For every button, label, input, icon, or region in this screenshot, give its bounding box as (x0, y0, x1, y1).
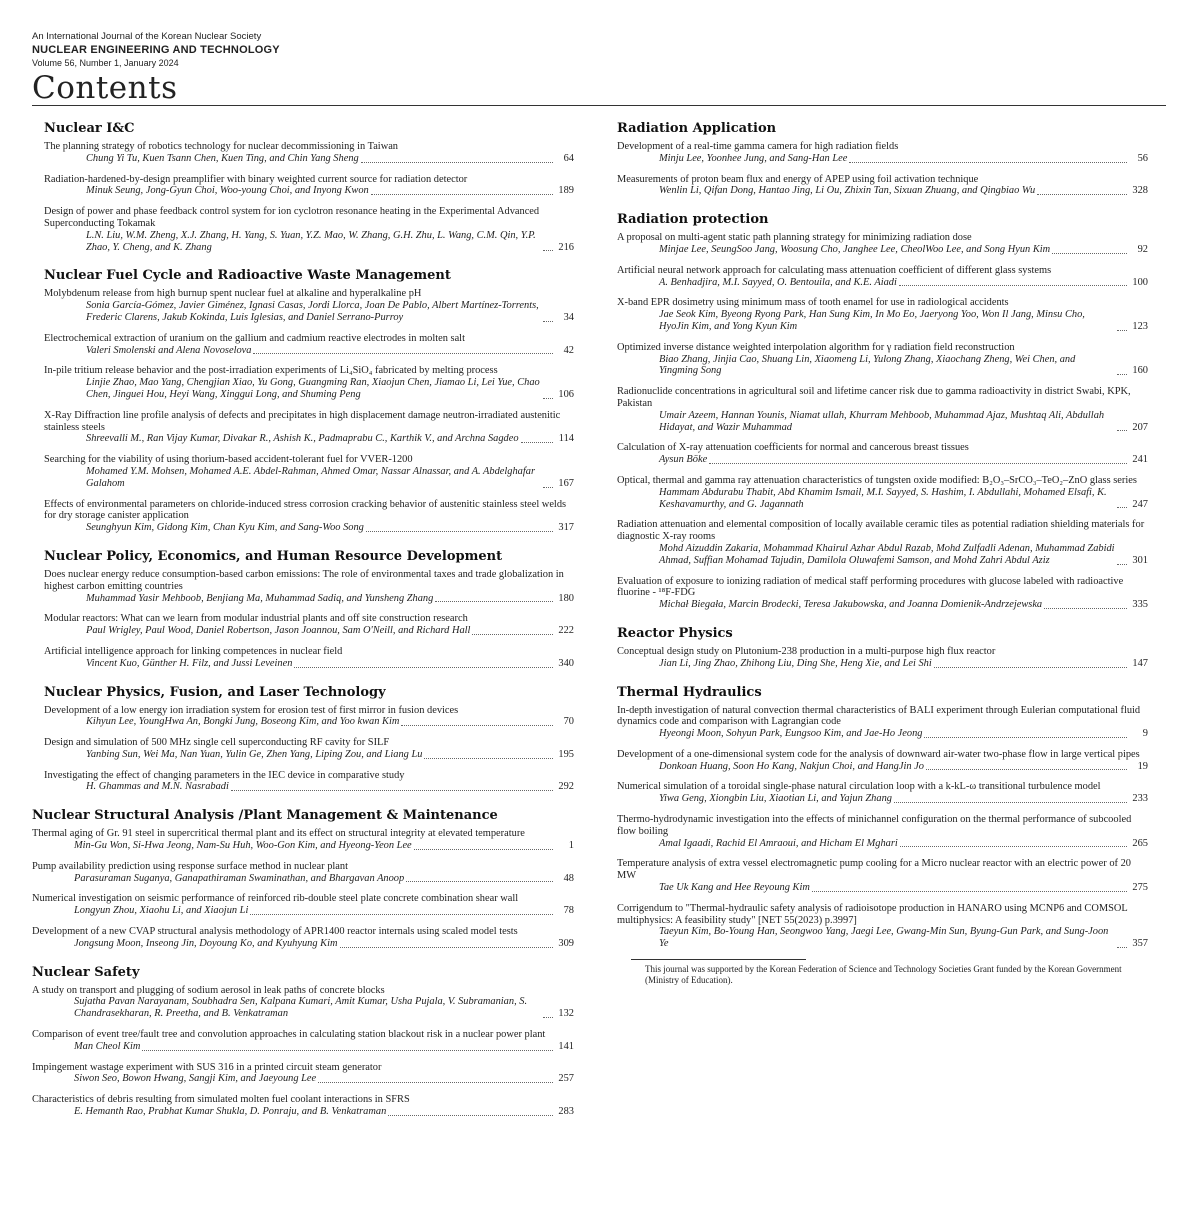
page-number[interactable]: 328 (1132, 185, 1148, 197)
article-byline (32, 996, 574, 1020)
toc-entry[interactable] (44, 737, 574, 761)
toc-entry[interactable] (617, 174, 1148, 198)
dot-leader (406, 881, 553, 882)
toc-section (44, 548, 574, 670)
dot-leader (543, 321, 553, 322)
toc-entry[interactable] (32, 1029, 574, 1053)
article-authors: Valeri Smolenski and Alena Novoselova (86, 344, 252, 356)
toc-entry[interactable] (44, 410, 574, 445)
section-heading: Reactor Physics (617, 625, 733, 641)
article-authors: Donkoan Huang, Soon Ho Kang, Nakjun Choi, and HangJin Jo (659, 760, 924, 772)
article-title[interactable]: X-band EPR dosimetry using minimum mass of tooth enamel for use in radiological accidents (617, 297, 1009, 309)
page-number[interactable]: 247 (1132, 498, 1148, 510)
left-column (32, 120, 574, 1132)
page-number[interactable]: 301 (1132, 554, 1148, 566)
article-byline (617, 728, 1148, 740)
footnote: This journal was supported by the Korean Federation of Science and Technology Societies Grant funded by the Korean Government (Ministry of Education). (617, 964, 1148, 985)
dot-leader (340, 947, 554, 948)
article-byline (44, 185, 574, 197)
toc-entry[interactable] (617, 576, 1148, 611)
article-authors: Shreevalli M., Ran Vijay Kumar, Divakar R., Ashish K., Padmaprabu C., Karthik V., and Archna Sagdeo (86, 433, 519, 445)
article-authors: Man Cheol Kim (74, 1040, 141, 1052)
article-title[interactable]: Investigating the effect of changing parameters in the IEC device in comparative study (44, 769, 405, 781)
page-number[interactable]: 283 (558, 1106, 574, 1118)
toc-entry[interactable] (32, 828, 574, 852)
article-byline (44, 230, 574, 254)
dot-leader (1052, 253, 1127, 254)
article-title[interactable]: Effects of environmental parameters on chloride-induced stress corrosion cracking behavior of austenitic stainless steel welds for dry storage canister application (44, 498, 567, 522)
toc-entry[interactable] (44, 333, 574, 357)
article-byline (44, 300, 574, 324)
page-number[interactable]: 114 (558, 433, 574, 445)
article-authors: Yanbing Sun, Wei Ma, Nan Yuan, Yulin Ge, Zhen Yang, Liping Zou, and Liang Lu (86, 748, 423, 760)
article-authors: Minjae Lee, SeungSoo Jang, Woosung Cho, Janghee Lee, CheolWoo Lee, and Song Hyun Kim (659, 243, 1051, 255)
dot-leader (543, 487, 553, 488)
article-title[interactable]: A study on transport and plugging of sodium aerosol in leak paths of concrete blocks (32, 984, 385, 996)
article-authors: Chung Yi Tu, Kuen Tsann Chen, Kuen Ting, and Chin Yang Sheng (86, 152, 359, 164)
article-byline (32, 840, 574, 852)
article-authors: Sonia García-Gómez, Javier Giménez, Ignasi Casas, Jordi Llorca, Joan De Pablo, Albert Martínez-Torrents, Frederic Clarens, Jakub Kokinda, Luis Iglesias, and Daniel Serrano-Purroy (86, 300, 539, 323)
article-title[interactable]: In-depth investigation of natural convection thermal characteristics of BALI experiment through Eulerian computational fluid dynamics code and comparison with Lagrangian code (617, 704, 1141, 728)
article-authors: Yiwa Geng, Xiongbin Liu, Xiaotian Li, and Yajun Zhang (659, 793, 892, 805)
dot-leader (401, 725, 553, 726)
page-number[interactable]: 64 (563, 152, 574, 164)
article-title[interactable]: Calculation of X-ray attenuation coefficients for normal and cancerous breast tissues (617, 442, 969, 454)
dot-leader (142, 1050, 553, 1051)
page-number[interactable]: 335 (1132, 599, 1148, 611)
page-number[interactable]: 48 (563, 872, 574, 884)
article-byline (44, 781, 574, 793)
article-title[interactable]: Radiation-hardened-by-design preamplifier with binary weighted current source for radiation detector (44, 173, 468, 185)
article-authors: Mohd Aizuddin Zakaria, Mohammad Khairul Azhar Abdul Razab, Mohd Zulfadli Adenan, Muhammad Zabidi Ahmad, Suffian Mohamad Tajudin, Damilola Oluwafemi Samson, and Mohd Zahri Abdul Aziz (659, 542, 1115, 566)
page-number[interactable]: 357 (1132, 938, 1148, 950)
article-byline (617, 838, 1148, 850)
article-byline (32, 938, 574, 950)
page-number[interactable]: 340 (558, 657, 574, 669)
article-byline (44, 749, 574, 761)
page-number[interactable]: 292 (558, 781, 574, 793)
dot-leader (1037, 194, 1127, 195)
article-authors: Parasuraman Suganya, Ganapathiraman Swaminathan, and Bhargavan Anoop (74, 872, 405, 884)
dot-leader (1117, 507, 1127, 508)
article-byline (44, 345, 574, 357)
article-title[interactable]: Searching for the viability of using thorium-based accident-tolerant fuel for VVER-1200 (44, 454, 413, 466)
article-byline (617, 309, 1148, 333)
article-authors: Jian Li, Jing Zhao, Zhihong Liu, Ding She, Heng Xie, and Lei Shi (659, 657, 932, 669)
page-number[interactable]: 241 (1132, 454, 1148, 466)
dot-leader (543, 250, 553, 251)
toc-entry[interactable] (617, 442, 1148, 466)
toc-section (44, 120, 574, 253)
toc-entry[interactable] (44, 499, 574, 534)
article-title[interactable]: Characteristics of debris resulting from simulated molten fuel coolant interactions in SFRS (32, 1094, 410, 1106)
dot-leader (1117, 564, 1127, 565)
toc-entry[interactable] (617, 297, 1148, 332)
article-authors: H. Ghammas and M.N. Nasrabadi (86, 781, 229, 793)
dot-leader (1117, 430, 1127, 431)
dot-leader (899, 285, 1127, 286)
page-number[interactable]: 195 (558, 748, 574, 760)
page-number[interactable]: 123 (1132, 320, 1148, 332)
article-title[interactable]: Measurements of proton beam flux and energy of APEP using foil activation technique (617, 173, 979, 185)
page-number[interactable]: 167 (558, 477, 574, 489)
toc-entry[interactable] (32, 893, 574, 917)
article-title[interactable]: Optimized inverse distance weighted interpolation algorithm for γ radiation field reconstruction (617, 341, 1015, 353)
article-byline (617, 153, 1148, 165)
page-number[interactable]: 317 (558, 522, 574, 534)
dot-leader (543, 398, 553, 399)
article-title[interactable]: Thermal aging of Gr. 91 steel in supercritical thermal plant and its effect on structural integrity at elevated temperature (32, 828, 525, 840)
article-title[interactable]: Numerical simulation of a toroidal single-phase natural circulation loop with a k-kL-ω transitional turbulence model (617, 781, 1101, 793)
toc-section (44, 684, 574, 794)
article-authors: A. Benhadjira, M.I. Sayyed, O. Bentouila, and K.E. Aiadi (659, 276, 897, 288)
toc-entry[interactable] (44, 770, 574, 794)
dot-leader (521, 442, 553, 443)
page-number[interactable]: 78 (563, 905, 574, 917)
right-column (617, 120, 1148, 985)
dot-leader (1117, 947, 1127, 948)
article-authors: Minju Lee, Yoonhee Jung, and Sang-Han Lee (659, 152, 848, 164)
article-byline (44, 466, 574, 490)
page-number[interactable]: 92 (1137, 243, 1148, 255)
journal-name: NUCLEAR ENGINEERING AND TECHNOLOGY (32, 44, 280, 56)
article-byline (32, 1106, 574, 1118)
page-number[interactable]: 160 (1132, 365, 1148, 377)
page-number[interactable]: 222 (558, 625, 574, 637)
article-title[interactable]: Comparison of event tree/fault tree and convolution approaches in calculating station blackout risk in a nuclear power plant (32, 1029, 546, 1041)
article-byline (617, 244, 1148, 256)
article-byline (617, 543, 1148, 567)
toc-entry[interactable] (617, 781, 1148, 805)
toc-section (44, 267, 574, 534)
toc-section (32, 964, 574, 1118)
toc-entry[interactable] (617, 342, 1148, 377)
dot-leader (414, 849, 553, 850)
toc-section (617, 684, 1148, 951)
article-authors: Jongsung Moon, Inseong Jin, Doyoung Ko, and Kyuhyung Kim (74, 937, 338, 949)
article-byline (617, 761, 1148, 773)
article-title[interactable]: Development of a one-dimensional system code for the analysis of downward air-water two-phase flow in large vertical pipes (617, 748, 1140, 760)
article-byline (617, 487, 1148, 511)
article-authors: Vincent Kuo, Günther H. Filz, and Jussi Leveinen (86, 657, 293, 669)
article-title[interactable]: Evaluation of exposure to ionizing radiation of medical staff performing procedures with glucose labeled with radioactive fluorine - ¹⁸F-FDG (617, 575, 1124, 599)
article-title[interactable]: Modular reactors: What can we learn from modular industrial plants and off site construction research (44, 613, 468, 625)
section-heading: Nuclear Fuel Cycle and Radioactive Waste Management (44, 268, 451, 284)
dot-leader (894, 802, 1127, 803)
page-number[interactable]: 56 (1137, 152, 1148, 164)
dot-leader (366, 531, 553, 532)
section-heading: Nuclear Safety (32, 964, 140, 980)
toc-entry[interactable] (44, 206, 574, 253)
toc-entry[interactable] (44, 646, 574, 670)
article-byline (617, 658, 1148, 670)
article-title[interactable]: A proposal on multi-agent static path planning strategy for minimizing radiation dose (617, 232, 972, 244)
toc-entry[interactable] (617, 814, 1148, 849)
page-number[interactable]: 42 (563, 344, 574, 356)
toc-entry[interactable] (617, 475, 1148, 510)
right-sections (617, 120, 1148, 950)
article-authors: Mohamed Y.M. Mohsen, Mohamed A.E. Abdel-Rahman, Ahmed Omar, Nassar Alnassar, and A. Abdelghafar Galahom (86, 465, 536, 489)
dot-leader (849, 162, 1127, 163)
article-authors: Hyeongi Moon, Sohyun Park, Eungsoo Kim, and Jae-Ho Jeong (659, 728, 923, 740)
article-byline (617, 793, 1148, 805)
dot-leader (1117, 330, 1127, 331)
article-byline (44, 153, 574, 165)
page-number[interactable]: 19 (1137, 760, 1148, 772)
dot-leader (231, 790, 553, 791)
article-authors: Amal Igaadi, Rachid El Amraoui, and Hicham El Mghari (659, 837, 898, 849)
page-number[interactable]: 147 (1132, 657, 1148, 669)
article-authors: Hammam Abdurabu Thabit, Abd Khamim Ismail, M.I. Sayyed, S. Hashim, I. Abdullahi, Mohamed Elsafi, K. Keshavamurthy, and G. Jagannath (659, 486, 1107, 510)
article-authors: Minuk Seung, Jong-Gyun Choi, Woo-young Choi, and Inyong Kwon (86, 185, 369, 197)
dot-leader (543, 1017, 553, 1018)
article-byline (32, 1041, 574, 1053)
toc-entry[interactable] (44, 454, 574, 489)
article-title[interactable]: Impingement wastage experiment with SUS 316 in a printed circuit steam generator (32, 1061, 382, 1073)
page-title: Contents (32, 70, 178, 106)
article-byline (617, 926, 1148, 950)
section-heading: Nuclear Structural Analysis /Plant Management & Maintenance (32, 808, 498, 824)
article-authors: Biao Zhang, Jinjia Cao, Shuang Lin, Xiaomeng Li, Yulong Zhang, Xiaochang Zheng, Wei Chen, and Yingming Song (659, 353, 1076, 377)
page-number[interactable]: 34 (563, 311, 574, 323)
page-number[interactable]: 189 (558, 185, 574, 197)
page-number[interactable]: 309 (558, 937, 574, 949)
article-authors: Michał Biegała, Marcin Brodecki, Teresa Jakubowska, and Joanna Domienik-Andrzejewska (659, 599, 1043, 611)
dot-leader (371, 194, 553, 195)
header-rule (32, 105, 1166, 106)
article-authors: Jae Seok Kim, Byeong Ryong Park, Han Sung Kim, In Mo Eo, Jaeryong Yoo, Won Il Jang, Minsu Cho, HyoJin Kim, and Yong Kyun Kim (659, 309, 1085, 332)
masthead (32, 31, 280, 106)
article-title[interactable]: Radionuclide concentrations in agricultural soil and lifetime cancer risk due to gamma radioactivity in district Swabi, KPK, Pakistan (617, 386, 1131, 409)
section-heading: Radiation protection (617, 212, 769, 228)
toc-entry[interactable] (617, 265, 1148, 289)
toc-entry[interactable] (617, 903, 1148, 950)
toc-entry[interactable] (617, 705, 1148, 740)
article-title[interactable]: Design and simulation of 500 MHz single cell superconducting RF cavity for SILF (44, 737, 390, 749)
article-byline (44, 593, 574, 605)
article-byline (44, 658, 574, 670)
article-title[interactable]: Molybdenum release from high burnup spent nuclear fuel at alkaline and hyperalkaline pH (44, 288, 422, 300)
toc-section (617, 211, 1148, 611)
dot-leader (388, 1115, 553, 1116)
toc-entry[interactable] (617, 232, 1148, 256)
toc-entry[interactable] (44, 613, 574, 637)
toc-entry[interactable] (32, 926, 574, 950)
section-heading: Radiation Application (617, 121, 777, 136)
article-title[interactable]: Pump availability prediction using response surface method in nuclear plant (32, 860, 348, 872)
article-title[interactable]: Electrochemical extraction of uranium on the gallium and cadmium reactive electrodes in molten salt (44, 332, 465, 344)
article-byline (32, 1073, 574, 1085)
dot-leader (1117, 374, 1127, 375)
article-title[interactable]: Development of a real-time gamma camera for high radiation fields (617, 141, 899, 152)
article-byline (617, 277, 1148, 289)
article-authors: Muhammad Yasir Mehboob, Benjiang Ma, Muhammad Sadiq, and Yunsheng Zhang (86, 592, 434, 604)
toc-section (617, 625, 1148, 670)
page-number[interactable]: 106 (558, 388, 574, 400)
article-byline (44, 625, 574, 637)
toc-entry[interactable] (617, 858, 1148, 893)
toc-entry[interactable] (32, 1094, 574, 1118)
article-title[interactable]: Artificial intelligence approach for linking competences in nuclear field (44, 645, 343, 657)
toc-entry[interactable] (32, 985, 574, 1020)
article-authors: Taeyun Kim, Bo-Young Han, Seongwoo Yang, Jaegi Lee, Gwang-Min Sun, Byung-Gun Park, and Sung-Joon Ye (659, 926, 1109, 950)
page-number[interactable]: 233 (1132, 793, 1148, 805)
article-authors: Sujatha Pavan Narayanam, Soubhadra Sen, Kalpana Kumari, Amit Kumar, Usha Pujala, V. Subramanian, S. Chandrasekharan, R. Preetha, and B. Venkatraman (74, 996, 528, 1020)
article-title[interactable]: X-Ray Diffraction line profile analysis of defects and precipitates in high displacement damage neutron-irradiated austenitic stainless steels (44, 409, 561, 433)
dot-leader (900, 846, 1127, 847)
section-heading: Nuclear Policy, Economics, and Human Resource Development (44, 548, 503, 564)
toc-entry[interactable] (617, 749, 1148, 773)
section-heading: Thermal Hydraulics (617, 684, 762, 700)
article-byline (44, 377, 574, 401)
article-authors: Min-Gu Won, Si-Hwa Jeong, Nam-Su Huh, Woo-Gon Kim, and Hyeong-Yeon Lee (74, 840, 412, 852)
section-heading: Nuclear I&C (44, 121, 135, 136)
article-byline (32, 873, 574, 885)
article-authors: Wenlin Li, Qifan Dong, Hantao Jing, Li Ou, Zhixin Tan, Sixuan Zhuang, and Qingbiao Wu (659, 185, 1036, 197)
article-authors: Siwon Seo, Bowon Hwang, Sangji Kim, and Jaeyoung Lee (74, 1073, 317, 1085)
article-title[interactable]: Optical, thermal and gamma ray attenuation characteristics of tungsten oxide modified: B₂O₃–SrCO₃–TeO₂–ZnO glass series (617, 474, 1137, 486)
page-number[interactable]: 257 (558, 1073, 574, 1085)
dot-leader (472, 634, 553, 635)
article-title[interactable]: Design of power and phase feedback control system for ion cyclotron resonance heating in the Experimental Advanced Superconducting Tokamak (44, 206, 540, 229)
dot-leader (318, 1082, 553, 1083)
toc-entry[interactable] (32, 1062, 574, 1086)
page-number[interactable]: 275 (1132, 882, 1148, 894)
article-authors: Tae Uk Kang and Hee Reyoung Kim (659, 882, 810, 894)
toc-entry[interactable] (617, 519, 1148, 566)
dot-leader (1044, 608, 1127, 609)
article-authors: Paul Wrigley, Paul Wood, Daniel Robertson, Jason Joannou, Sam O'Neill, and Richard Hall (86, 625, 471, 637)
dot-leader (934, 667, 1127, 668)
toc-entry[interactable] (44, 569, 574, 604)
article-authors: Kihyun Lee, YoungHwa An, Bongki Jung, Boseong Kim, and Yoo kwan Kim (86, 716, 400, 728)
article-title[interactable]: Radiation attenuation and elemental composition of locally available ceramic tiles as potential radiation shielding materials for diagnostic X-ray rooms (617, 519, 1145, 543)
dot-leader (250, 914, 553, 915)
toc-entry[interactable] (44, 365, 574, 400)
article-authors: Linjie Zhao, Mao Yang, Chengjian Xiao, Yu Gong, Guangming Ran, Xiaojun Chen, Jiamao Li, Lei Yue, Chao Chen, Jinguei Hou, Heyi Wang, Xinggui Long, and Shuming Peng (86, 377, 540, 400)
issue-info: Volume 56, Number 1, January 2024 (32, 58, 179, 68)
article-byline (617, 410, 1148, 434)
toc-section (32, 807, 574, 949)
article-byline (44, 522, 574, 534)
toc-entry[interactable] (44, 705, 574, 729)
article-byline (617, 454, 1148, 466)
page-number[interactable]: 70 (563, 716, 574, 728)
toc-entry[interactable] (44, 174, 574, 198)
article-authors: L.N. Liu, W.M. Zheng, X.J. Zhang, H. Yang, S. Yuan, Y.Z. Mao, W. Zhang, G.H. Zhu, L. Wang, C.M. Qin, Y.P. Zhao, Y. Cheng, and K. Zhang (86, 229, 536, 253)
article-byline (617, 185, 1148, 197)
page-number[interactable]: 132 (558, 1008, 574, 1020)
article-byline (44, 716, 574, 728)
page-number[interactable]: 216 (558, 241, 574, 253)
dot-leader (924, 737, 1127, 738)
article-title[interactable]: Thermo-hydrodynamic investigation into the effects of minichannel configuration on the thermal performance of subcooled flow boiling (617, 814, 1132, 837)
article-title[interactable]: In-pile tritium release behavior and the post-irradiation experiments of Li₄SiO₄ fabricated by melting process (44, 365, 498, 377)
dot-leader (812, 891, 1127, 892)
article-authors: E. Hemanth Rao, Prabhat Kumar Shukla, D. Ponraju, and B. Venkatraman (74, 1106, 387, 1118)
article-authors: Seunghyun Kim, Gidong Kim, Chan Kyu Kim, and Sang-Woo Song (86, 522, 364, 534)
dot-leader (361, 162, 553, 163)
article-title[interactable]: Temperature analysis of extra vessel electromagnetic pump cooling for a Micro nuclear reactor with an electric power of 20 MW (617, 858, 1131, 882)
article-title[interactable]: Numerical investigation on seismic performance of reinforced rib-double steel plate concrete combination shear wall (32, 893, 519, 905)
article-title[interactable]: Artificial neural network approach for calculating mass attenuation coefficient of different glass systems (617, 264, 1052, 276)
toc-entry[interactable] (32, 861, 574, 885)
article-title[interactable]: Development of a low energy ion irradiation system for erosion test of first mirror in fusion devices (44, 704, 459, 716)
dot-leader (424, 758, 553, 759)
page-number[interactable]: 180 (558, 592, 574, 604)
page-number[interactable]: 100 (1132, 276, 1148, 288)
toc-entry[interactable] (617, 386, 1148, 433)
dot-leader (253, 353, 553, 354)
dot-leader (926, 769, 1127, 770)
toc-entry[interactable] (617, 646, 1148, 670)
toc-entry[interactable] (617, 141, 1148, 165)
article-title[interactable]: The planning strategy of robotics technology for nuclear decommissioning in Taiwan (44, 141, 399, 152)
article-title[interactable]: Development of a new CVAP structural analysis methodology of APR1400 reactor internals using scaled model tests (32, 926, 518, 938)
page-number[interactable]: 1 (568, 840, 574, 852)
dot-leader (709, 463, 1127, 464)
article-authors: Umair Azeem, Hannan Younis, Niamat ullah, Khurram Mehboob, Muhammad Ajaz, Mushtaq Ali, Abdullah Hidayat, and Wazir Muhammad (659, 409, 1105, 433)
page-number[interactable]: 9 (1142, 728, 1148, 740)
article-byline (44, 433, 574, 445)
toc-entry[interactable] (44, 288, 574, 323)
dot-leader (294, 667, 553, 668)
journal-tagline: An International Journal of the Korean Nuclear Society (32, 31, 262, 42)
page-number[interactable]: 265 (1132, 837, 1148, 849)
page-number[interactable]: 141 (558, 1040, 574, 1052)
toc-section (617, 120, 1148, 197)
article-title[interactable]: Conceptual design study on Plutonium-238 production in a multi-purpose high flux reactor (617, 645, 996, 657)
article-title[interactable]: Does nuclear energy reduce consumption-based carbon emissions: The role of environmental taxes and trade globalization in highest carbon emitting countries (44, 568, 564, 592)
article-authors: Aysun Böke (659, 454, 708, 466)
article-byline (617, 599, 1148, 611)
page-number[interactable]: 207 (1132, 421, 1148, 433)
section-heading: Nuclear Physics, Fusion, and Laser Technology (44, 684, 386, 700)
toc-entry[interactable] (44, 141, 574, 165)
article-byline (617, 354, 1148, 378)
dot-leader (435, 601, 553, 602)
article-title[interactable]: Corrigendum to "Thermal-hydraulic safety analysis of radioisotope production in HANARO using MCNP6 and COMSOL multiphysics: A feasibility study" [NET 55(2023) p.3997] (617, 902, 1128, 926)
article-byline (32, 905, 574, 917)
article-authors: Longyun Zhou, Xiaohu Li, and Xiaojun Li (74, 905, 249, 917)
article-byline (617, 882, 1148, 894)
